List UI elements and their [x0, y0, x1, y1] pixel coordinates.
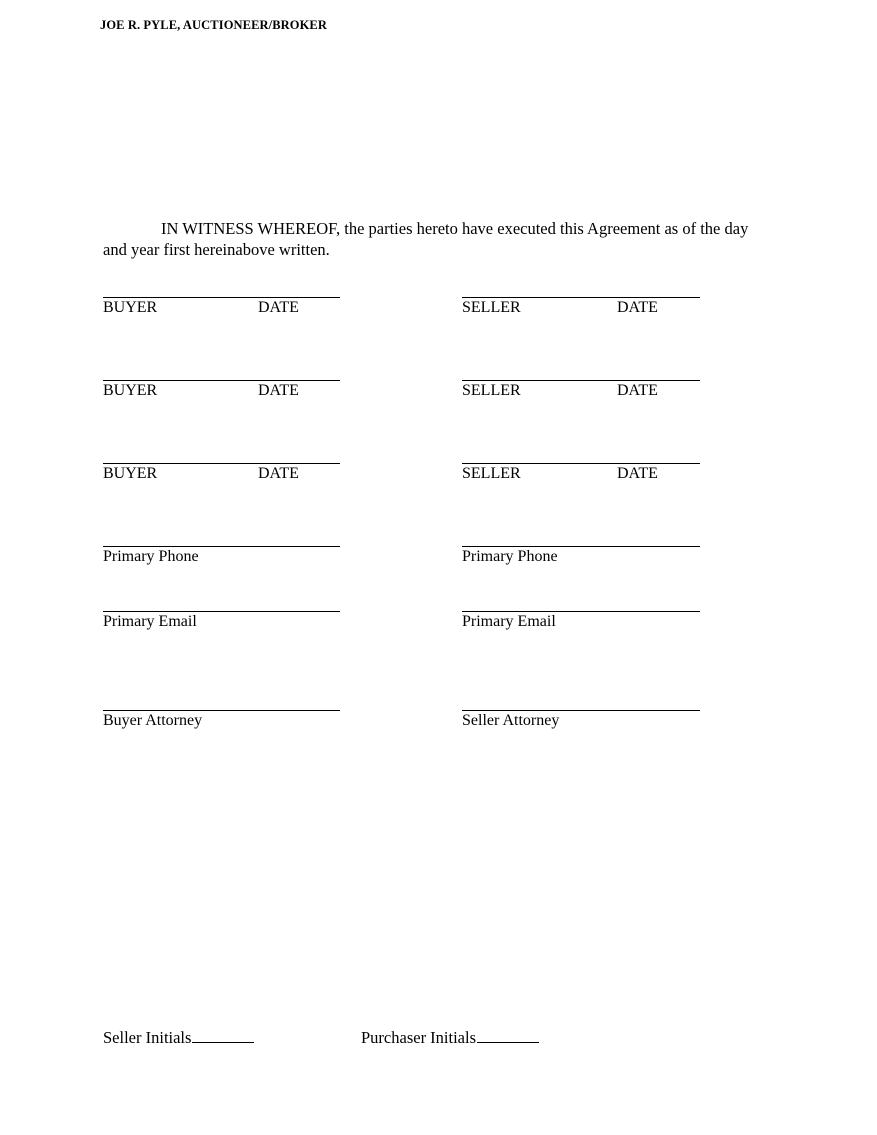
seller-primary-email-label: Primary Email — [462, 613, 556, 630]
seller-primary-phone-label: Primary Phone — [462, 548, 558, 565]
purchaser-initials-rule — [477, 1029, 539, 1043]
signature-rule — [103, 611, 340, 612]
signature-field-buyer-1[interactable] — [103, 297, 340, 321]
signature-rule — [462, 710, 700, 711]
field-seller-primary-phone[interactable] — [462, 546, 700, 566]
field-buyer-primary-phone[interactable] — [103, 546, 340, 566]
purchaser-initials-label: Purchaser Initials — [361, 1028, 477, 1047]
buyer-date-label-2: DATE — [258, 382, 299, 399]
seller-label-1: SELLER — [462, 299, 521, 316]
buyer-attorney-label: Buyer Attorney — [103, 712, 203, 729]
buyer-date-label-1: DATE — [258, 299, 299, 316]
signature-field-seller-3[interactable] — [462, 463, 700, 487]
witness-paragraph-text: IN WITNESS WHEREOF, the parties hereto have executed this Agreement as of the day and year first hereinabove written. — [103, 219, 749, 259]
signature-rule — [462, 611, 700, 612]
signature-rule — [103, 710, 340, 711]
signature-rule — [103, 380, 340, 381]
buyer-primary-phone-label: Primary Phone — [103, 548, 199, 565]
signature-rule — [103, 463, 340, 464]
buyer-label-1: BUYER — [103, 299, 158, 316]
signature-labels — [462, 465, 700, 487]
field-seller-primary-email[interactable] — [462, 611, 700, 631]
signature-field-seller-1[interactable] — [462, 297, 700, 321]
signature-rule — [462, 546, 700, 547]
seller-initials-field[interactable] — [103, 1028, 254, 1048]
purchaser-initials-field[interactable] — [361, 1028, 539, 1048]
signature-field-buyer-3[interactable] — [103, 463, 340, 487]
signature-field-seller-2[interactable] — [462, 380, 700, 404]
seller-date-label-1: DATE — [617, 299, 658, 316]
field-buyer-attorney[interactable] — [103, 710, 340, 730]
signature-field-buyer-2[interactable] — [103, 380, 340, 404]
seller-attorney-label: Seller Attorney — [462, 712, 560, 729]
seller-initials-label: Seller Initials — [103, 1028, 192, 1047]
signature-labels — [103, 465, 340, 487]
page-header-title: JOE R. PYLE, AUCTIONEER/BROKER — [100, 18, 327, 32]
signature-labels — [103, 299, 340, 321]
seller-date-label-3: DATE — [617, 465, 658, 482]
buyer-label-3: BUYER — [103, 465, 158, 482]
signature-rule — [103, 546, 340, 547]
seller-label-2: SELLER — [462, 382, 521, 399]
signature-labels — [462, 382, 700, 404]
seller-initials-rule — [192, 1029, 254, 1043]
buyer-date-label-3: DATE — [258, 465, 299, 482]
seller-label-3: SELLER — [462, 465, 521, 482]
signature-rule — [462, 380, 700, 381]
signature-rule — [103, 297, 340, 298]
buyer-primary-email-label: Primary Email — [103, 613, 197, 630]
signature-labels — [462, 299, 700, 321]
witness-paragraph — [103, 218, 758, 260]
signature-rule — [462, 463, 700, 464]
signature-labels — [103, 382, 340, 404]
field-buyer-primary-email[interactable] — [103, 611, 340, 631]
seller-date-label-2: DATE — [617, 382, 658, 399]
signature-rule — [462, 297, 700, 298]
field-seller-attorney[interactable] — [462, 710, 700, 730]
buyer-label-2: BUYER — [103, 382, 158, 399]
